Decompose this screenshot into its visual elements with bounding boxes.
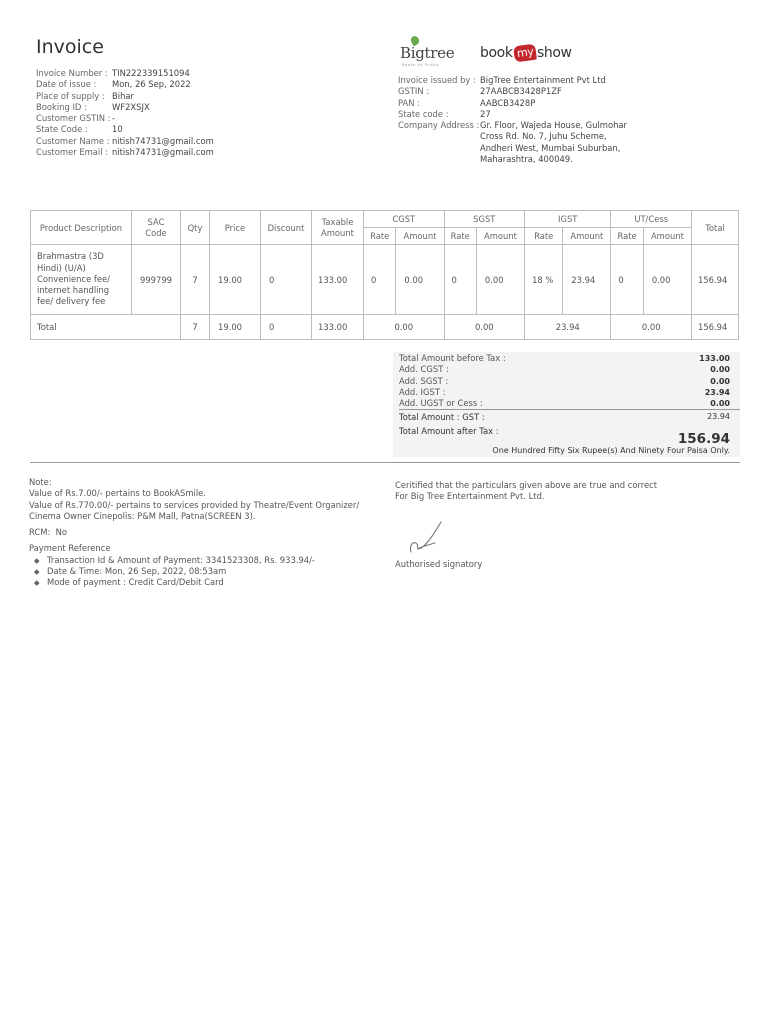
customer-email-label: Customer Email : <box>36 147 109 158</box>
section-divider <box>30 462 740 463</box>
gstin-label: GSTIN : <box>398 86 430 97</box>
col-total: Total <box>692 211 739 245</box>
list-item: Transaction Id & Amount of Payment: 3341523308, Rs. 933.94/- <box>47 555 379 566</box>
sgst-value: 0.00 <box>710 376 730 386</box>
cgst-label: Add. CGST : <box>399 364 449 375</box>
item-total: 156.94 <box>692 245 739 315</box>
item-ut-rate: 0 <box>611 245 643 315</box>
gst-total-value: 23.94 <box>707 412 730 422</box>
address-label: Company Address : <box>398 120 480 131</box>
bms-my: my <box>513 44 537 63</box>
after-tax-value: 156.94 <box>677 431 730 448</box>
col-ut-cess: UT/Cess <box>611 211 692 228</box>
invoice-number: TIN222339151094 <box>112 68 190 78</box>
authorised-signatory: Authorised signatory <box>395 559 483 569</box>
sgst-label: Add. SGST : <box>399 375 449 386</box>
col-igst: IGST <box>525 211 611 228</box>
place-label: Place of supply : <box>36 90 105 101</box>
item-taxable: 133.00 <box>312 245 364 315</box>
cgst-value: 0.00 <box>710 365 730 375</box>
after-tax-label: Total Amount after Tax : <box>399 426 499 437</box>
bookmyshow-logo <box>480 42 572 64</box>
issued-by: BigTree Entertainment Pvt Ltd <box>480 75 606 85</box>
certify-line-1: Ceritified that the particulars given above are true and correct <box>395 480 658 490</box>
customer-gstin-label: Customer GSTIN : <box>36 113 111 124</box>
issued-by-label: Invoice issued by : <box>398 75 476 85</box>
note-line-2: Value of Rs.770.00/- pertains to services provided by Theatre/Event Organizer/ Cinema Owner Cinepolis: P&M Mall, Patna(SCREEN 3). <box>29 499 360 521</box>
issuer-details <box>398 75 630 165</box>
cgst-rate-header: Rate <box>364 228 396 245</box>
date-label: Date of issue : <box>36 79 97 90</box>
bms-book: book <box>480 45 513 61</box>
list-item: Date & Time: Mon, 26 Sep, 2022, 08:53am <box>47 566 379 577</box>
totals-ut: 0.00 <box>611 315 692 340</box>
company-address: Gr. Floor, Wajeda House, Gulmohar Cross Rd. No. 7, Juhu Scheme, Andheri West, Mumbai Suburban, Maharashtra, 400049. <box>480 120 627 165</box>
note-label: Note: <box>29 477 52 487</box>
booking-id: WF2XSJX <box>112 101 150 112</box>
rcm-line <box>29 527 379 538</box>
gst-total-label: Total Amount : GST : <box>399 412 485 423</box>
booking-label: Booking ID : <box>36 101 87 112</box>
item-cgst-amount: 0.00 <box>396 245 444 315</box>
table-row <box>31 245 739 315</box>
col-taxable-amount: Taxable Amount <box>312 211 364 245</box>
items-table <box>30 210 739 340</box>
col-price: Price <box>210 211 261 245</box>
pan: AABCB3428P <box>480 97 536 108</box>
item-qty: 7 <box>181 245 210 315</box>
state-code: 10 <box>112 124 123 135</box>
totals-qty: 7 <box>181 315 210 340</box>
totals-row <box>31 315 739 340</box>
item-sgst-rate: 0 <box>444 245 476 315</box>
col-discount: Discount <box>261 211 312 245</box>
item-igst-rate: 18 % <box>525 245 563 315</box>
rcm-label: RCM: <box>29 527 51 538</box>
before-tax-value: 133.00 <box>699 354 730 363</box>
item-price: 19.00 <box>210 245 261 315</box>
issuer-state-code-label: State code : <box>398 108 449 119</box>
item-sgst-amount: 0.00 <box>476 245 524 315</box>
totals-price: 19.00 <box>210 315 261 340</box>
invoice-details <box>36 68 214 158</box>
note-line-1: Value of Rs.7.00/- pertains to BookASmile. <box>29 488 206 499</box>
bigtree-tagline: Roots to Fruits <box>402 63 440 67</box>
bms-show: show <box>536 45 572 61</box>
col-cgst: CGST <box>364 211 445 228</box>
rcm-value: No <box>55 527 68 538</box>
totals-total: 156.94 <box>692 315 739 340</box>
notes-section <box>29 477 379 589</box>
igst-amount-header: Amount <box>563 228 611 245</box>
ut-amount-header: Amount <box>643 228 691 245</box>
totals-igst: 23.94 <box>525 315 611 340</box>
sgst-amount-header: Amount <box>476 228 524 245</box>
col-product-description: Product Description <box>31 211 132 245</box>
col-sac-code: SAC Code <box>132 211 181 245</box>
tax-summary <box>393 352 740 457</box>
igst-rate-header: Rate <box>525 228 563 245</box>
date-of-issue: Mon, 26 Sep, 2022 <box>112 79 191 90</box>
item-ut-amount: 0.00 <box>643 245 691 315</box>
issuer-state-code: 27 <box>480 108 491 119</box>
payment-list <box>29 555 379 589</box>
customer-name-label: Customer Name : <box>36 135 110 146</box>
item-sac: 999799 <box>132 245 181 315</box>
customer-name: nitish74731@gmail.com <box>112 135 214 146</box>
col-sgst: SGST <box>444 211 525 228</box>
bigtree-wordmark: Bigtree <box>400 44 455 62</box>
customer-gstin: - <box>112 113 116 124</box>
totals-discount: 0 <box>261 315 312 340</box>
before-tax-label: Total Amount before Tax : <box>399 353 506 363</box>
pan-label: PAN : <box>398 97 420 108</box>
state-code-label: State Code : <box>36 124 88 135</box>
totals-taxable: 133.00 <box>312 315 364 340</box>
ugst-value: 0.00 <box>710 399 730 409</box>
ut-rate-header: Rate <box>611 228 643 245</box>
item-description: Brahmastra (3D Hindi) (U/A) Convenience fee/ internet handling fee/ delivery fee <box>31 245 132 315</box>
bigtree-logo <box>400 36 462 66</box>
totals-cgst: 0.00 <box>364 315 445 340</box>
totals-sgst: 0.00 <box>444 315 525 340</box>
amount-in-words: One Hundred Fifty Six Rupee(s) And Ninety Four Paisa Only. <box>492 446 730 456</box>
igst-value: 23.94 <box>704 387 730 397</box>
customer-email: nitish74731@gmail.com <box>112 147 214 158</box>
list-item: Mode of payment : Credit Card/Debit Card <box>47 577 379 588</box>
invoice-title: Invoice <box>36 36 104 58</box>
ugst-label: Add. UGST or Cess : <box>399 398 483 409</box>
place-of-supply: Bihar <box>112 90 134 101</box>
igst-label: Add. IGST : <box>399 386 446 397</box>
item-igst-amount: 23.94 <box>563 245 611 315</box>
item-discount: 0 <box>261 245 312 315</box>
totals-label: Total <box>31 315 181 340</box>
gstin: 27AABCB3428P1ZF <box>480 86 562 97</box>
payment-reference-heading: Payment Reference <box>29 543 111 554</box>
item-cgst-rate: 0 <box>364 245 396 315</box>
certify-line-2: For Big Tree Entertainment Pvt. Ltd. <box>395 491 545 502</box>
invoice-number-label: Invoice Number : <box>36 68 108 78</box>
signature-icon <box>405 518 445 558</box>
sgst-rate-header: Rate <box>444 228 476 245</box>
col-qty: Qty <box>181 211 210 245</box>
cgst-amount-header: Amount <box>396 228 444 245</box>
certification <box>395 480 695 503</box>
